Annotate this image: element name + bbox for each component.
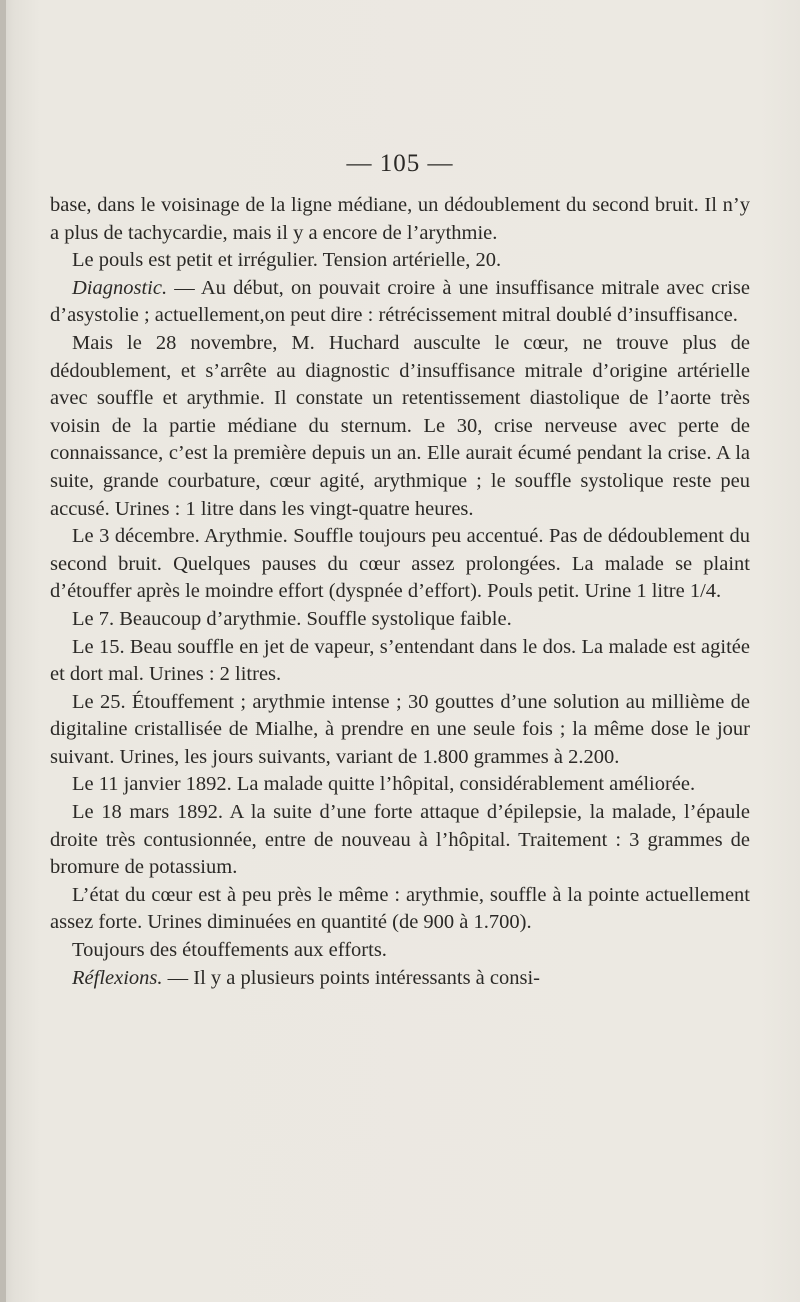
paragraph	[50, 965, 750, 993]
paragraph: Le 11 janvier 1892. La malade quitte l’hôpital, considérablement améliorée.	[72, 773, 696, 796]
paragraph: L’état du cœur est à peu près le même : arythmie, souffle à la pointe actuellement assez forte. Urines diminuées en quantité (de 900 à 1.700).	[50, 883, 750, 934]
section-label-reflexions: Réflexions.	[72, 966, 163, 989]
paragraph: Le 7. Beaucoup d’arythmie. Souffle systolique faible.	[72, 607, 512, 630]
page-body	[50, 192, 750, 992]
paragraph: Le 18 mars 1892. A la suite d’une forte attaque d’épilepsie, la malade, l’épaule droite très contusionnée, entre de nouveau à l’hôpital. Traitement : 3 grammes de bromure de potassium.	[50, 801, 750, 879]
paragraph: Le 25. Étouffement ; arythmie intense ; 30 gouttes d’une solution au millième de digitaline cristallisée de Mialhe, à prendre en une seule fois ; la même dose le jour suivant. Urines, les jours suivants, variant de 1.800 grammes à 2.200.	[50, 690, 750, 768]
page-binding-edge	[0, 0, 6, 1302]
paragraph	[50, 275, 750, 330]
paragraph: Le 3 décembre. Arythmie. Souffle toujours peu accentué. Pas de dédoublement du second bruit. Quelques pauses du cœur assez prolongées. La malade se plaint d’étouffer après le moindre effort (dyspnée d’effort). Pouls petit. Urine 1 litre 1/4.	[50, 525, 750, 603]
paragraph-text: — Il y a plusieurs points intéressants à consi-	[162, 966, 540, 989]
paragraph: base, dans le voisinage de la ligne médiane, un dédoublement du second bruit. Il n’y a plus de tachycardie, mais il y a encore de l’arythmie.	[50, 194, 750, 244]
paragraph: Toujours des étouffements aux efforts.	[72, 939, 387, 962]
paragraph: Le pouls est petit et irrégulier. Tension artérielle, 20.	[72, 249, 502, 272]
paragraph: Le 15. Beau souffle en jet de vapeur, s’entendant dans le dos. La malade est agitée et dort mal. Urines : 2 litres.	[50, 635, 750, 686]
paragraph: Mais le 28 novembre, M. Huchard ausculte le cœur, ne trouve plus de dédoublement, et s’arrête au diagnostic d’insuffisance mitrale d’origine artérielle avec souffle et arythmie. Il constate un retentissement diastolique de l’aorte très voisin de la partie médiane du sternum. Le 30, crise nerveuse avec perte de connaissance, c’est la première depuis un an. Elle aurait écumé pendant la crise. A la suite, grande courbature, cœur agité, arythmique ; le souffle systolique reste peu accusé. Urines : 1 litre dans les vingt-quatre heures.	[50, 331, 750, 520]
section-label-diagnostic: Diagnostic.	[72, 276, 168, 299]
paragraph-text: — Au début, on pouvait croire à une insuffisance mitrale avec crise d’asystolie ; actuellement,on peut dire : rétrécissement mitral doublé d’insuffisance.	[50, 276, 750, 327]
page-number: — 105 —	[346, 150, 454, 177]
